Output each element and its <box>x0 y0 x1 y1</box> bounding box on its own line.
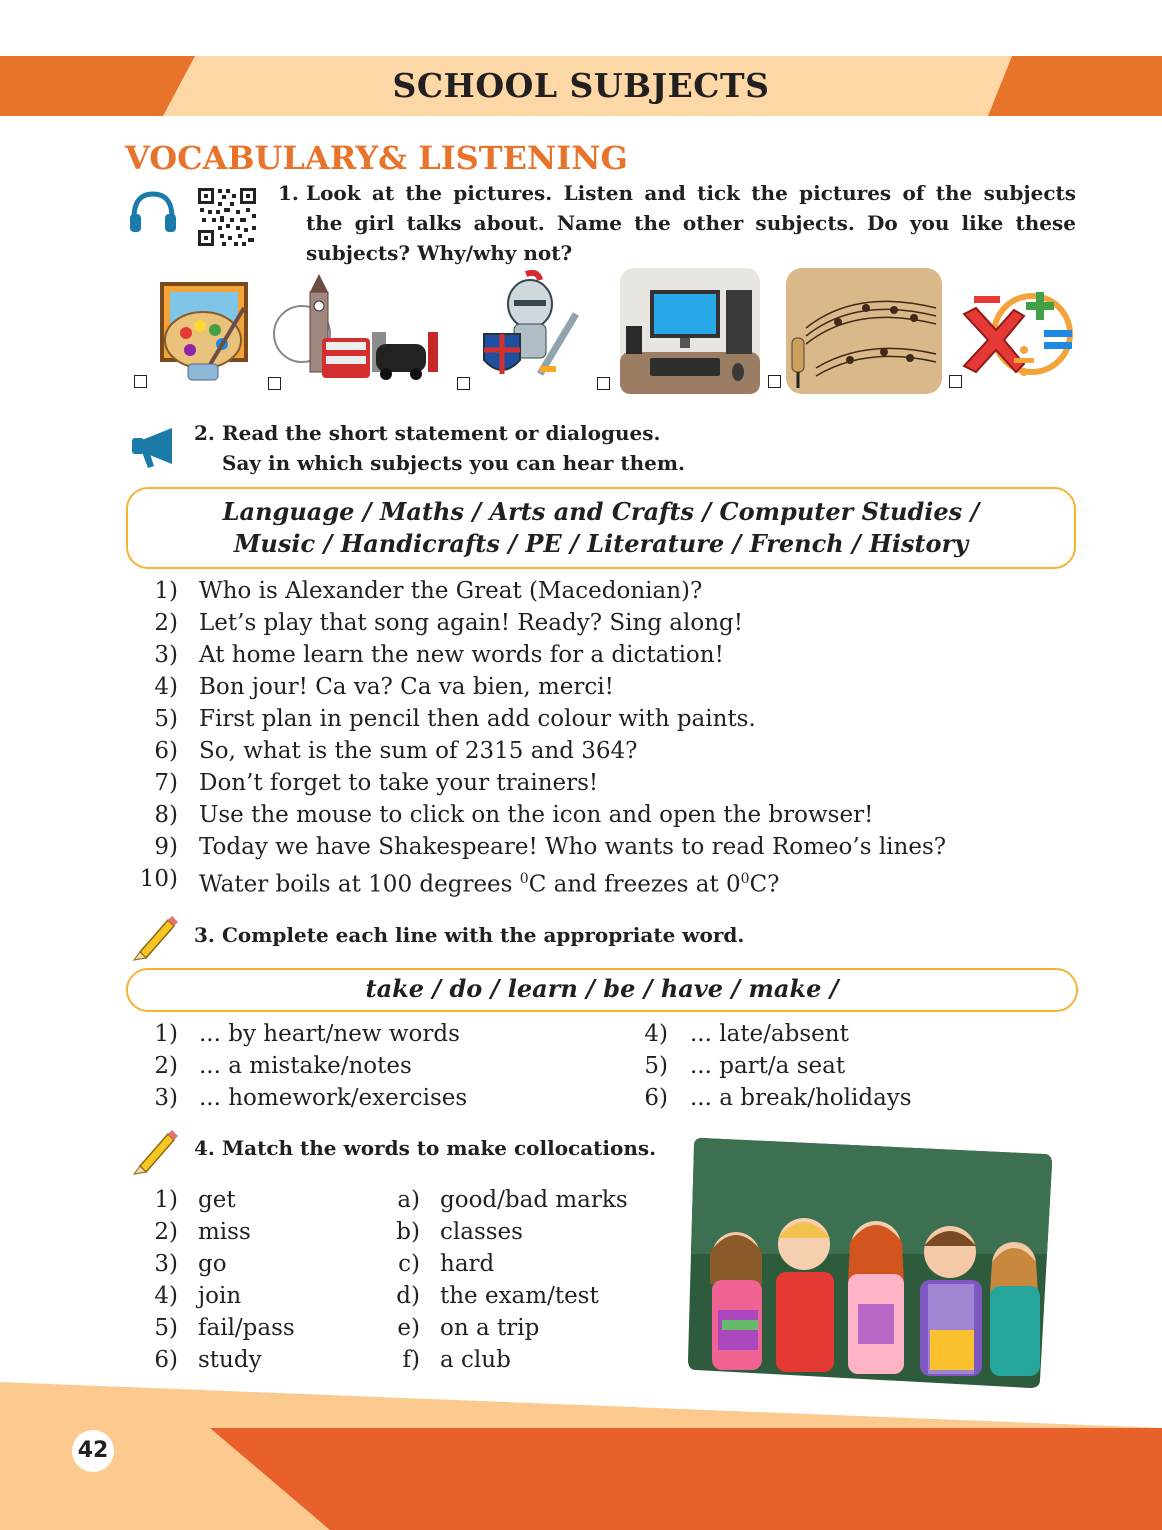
item-text: ... a break/holidays <box>690 1085 912 1111</box>
item-number: 5) <box>154 706 178 732</box>
item-number: 1) <box>154 1187 178 1213</box>
item-number: 4) <box>154 674 178 700</box>
task-4-number: 4. <box>194 1136 215 1160</box>
item-number: 2) <box>154 1219 178 1245</box>
item-text: Bon jour! Ca va? Ca va bien, merci! <box>199 674 614 700</box>
knight-shield-picture <box>478 270 582 388</box>
qr-code-icon[interactable] <box>196 186 258 248</box>
item-number: 1) <box>154 1021 178 1047</box>
item-text: First plan in pencil then add colour with paints. <box>199 706 756 732</box>
task-3-instruction: Complete each line with the appropriate word. <box>222 923 745 947</box>
task-1-line-2: the girl talks about. Name the other subjects. Do you like these <box>306 211 1076 235</box>
megaphone-icon <box>128 424 180 472</box>
item-text: good/bad marks <box>440 1187 628 1213</box>
item-text: ... late/absent <box>690 1021 849 1047</box>
item-text: At home learn the new words for a dictation! <box>199 642 724 668</box>
item-text: the exam/test <box>440 1283 599 1309</box>
item-number: b) <box>396 1219 420 1245</box>
item-number: 6) <box>154 738 178 764</box>
item-number: 1) <box>154 578 178 604</box>
word-box-line-2: Music / Handicrafts / PE / Literature / French / History <box>233 529 969 558</box>
verbs-word-box: take / do / learn / be / have / make / <box>126 968 1078 1012</box>
music-notes-picture <box>786 268 942 394</box>
item-number: c) <box>398 1251 420 1277</box>
tick-box-5[interactable] <box>768 375 781 388</box>
word-box-line-1: Language / Maths / Arts and Crafts / Computer Studies / <box>222 497 980 526</box>
item-number: 3) <box>154 1085 178 1111</box>
art-palette-picture <box>148 278 258 386</box>
item-number: 2) <box>154 1053 178 1079</box>
item-text: Don’t forget to take your trainers! <box>199 770 599 796</box>
item-number: 9) <box>154 834 178 860</box>
item-text: ... part/a seat <box>690 1053 846 1079</box>
item-text: join <box>198 1283 242 1309</box>
item-text <box>199 863 780 901</box>
item-number: 5) <box>644 1053 668 1079</box>
task-2-list <box>0 575 1162 905</box>
degree-superscript: 0 <box>519 871 529 887</box>
item-text: fail/pass <box>198 1315 295 1341</box>
task-1-line-1: Look at the pictures. Listen and tick the pictures of the subjects <box>306 181 1076 205</box>
item-number: 2) <box>154 610 178 636</box>
london-landmarks-picture <box>272 272 440 386</box>
item-text-part: C? <box>749 871 780 898</box>
task-4-instruction: Match the words to make collocations. <box>222 1136 657 1160</box>
item-number: d) <box>396 1283 420 1309</box>
tick-box-4[interactable] <box>597 377 610 390</box>
task-4-list <box>0 1184 690 1384</box>
item-text: get <box>198 1187 236 1213</box>
task-3-number: 3. <box>194 923 215 947</box>
item-text: Who is Alexander the Great (Macedonian)? <box>199 578 703 604</box>
item-text: a club <box>440 1347 511 1373</box>
children-photo <box>688 1134 1054 1390</box>
task-1-line-3: subjects? Why/why not? <box>306 241 573 265</box>
item-number: 6) <box>154 1347 178 1373</box>
item-number: 4) <box>154 1283 178 1309</box>
headphones-icon <box>128 188 178 236</box>
tick-box-6[interactable] <box>949 375 962 388</box>
item-number: 8) <box>154 802 178 828</box>
item-text: on a trip <box>440 1315 540 1341</box>
section-title: VOCABULARY& LISTENING <box>125 139 628 177</box>
item-text: miss <box>198 1219 251 1245</box>
item-number: 4) <box>644 1021 668 1047</box>
page-number: 42 <box>72 1430 114 1472</box>
subjects-word-box <box>126 487 1076 569</box>
item-number: f) <box>402 1347 420 1373</box>
item-text: Let’s play that song again! Ready? Sing along! <box>199 610 743 636</box>
item-text: Today we have Shakespeare! Who wants to read Romeo’s lines? <box>199 834 947 860</box>
item-text: go <box>198 1251 227 1277</box>
item-number: 7) <box>154 770 178 796</box>
task-1-instruction <box>278 178 299 208</box>
task-2-line-1: Read the short statement or dialogues. <box>222 421 661 445</box>
item-number: 3) <box>154 1251 178 1277</box>
footer-band <box>0 1380 1162 1530</box>
item-text-part: Water boils at 100 degrees <box>199 871 520 898</box>
pencil-icon <box>128 1126 178 1176</box>
maths-symbols-picture <box>958 284 1078 386</box>
item-text-part: C and freezes at 0 <box>528 871 741 898</box>
item-text: ... a mistake/notes <box>199 1053 412 1079</box>
item-text: classes <box>440 1219 523 1245</box>
pencil-icon <box>128 912 178 962</box>
desktop-computer-picture <box>620 268 760 394</box>
tick-box-1[interactable] <box>134 375 147 388</box>
task-2-line-2: Say in which subjects you can hear them. <box>222 451 685 475</box>
task-2-number: 2. <box>194 421 215 445</box>
item-number: 3) <box>154 642 178 668</box>
tick-box-3[interactable] <box>457 377 470 390</box>
item-number: e) <box>397 1315 420 1341</box>
item-text: study <box>198 1347 262 1373</box>
task-3-list <box>0 1018 1162 1118</box>
item-number: 5) <box>154 1315 178 1341</box>
item-text: So, what is the sum of 2315 and 364? <box>199 738 638 764</box>
degree-superscript: 0 <box>740 871 750 887</box>
tick-box-2[interactable] <box>268 377 281 390</box>
item-text: hard <box>440 1251 495 1277</box>
item-text: ... by heart/new words <box>199 1021 460 1047</box>
item-text: Use the mouse to click on the icon and open the browser! <box>199 802 874 828</box>
item-number: 10) <box>139 866 178 892</box>
task-number: 1. <box>278 181 299 205</box>
item-number: a) <box>397 1187 420 1213</box>
item-text: ... homework/exercises <box>199 1085 468 1111</box>
page-title: SCHOOL SUBJECTS <box>392 66 770 105</box>
item-number: 6) <box>644 1085 668 1111</box>
